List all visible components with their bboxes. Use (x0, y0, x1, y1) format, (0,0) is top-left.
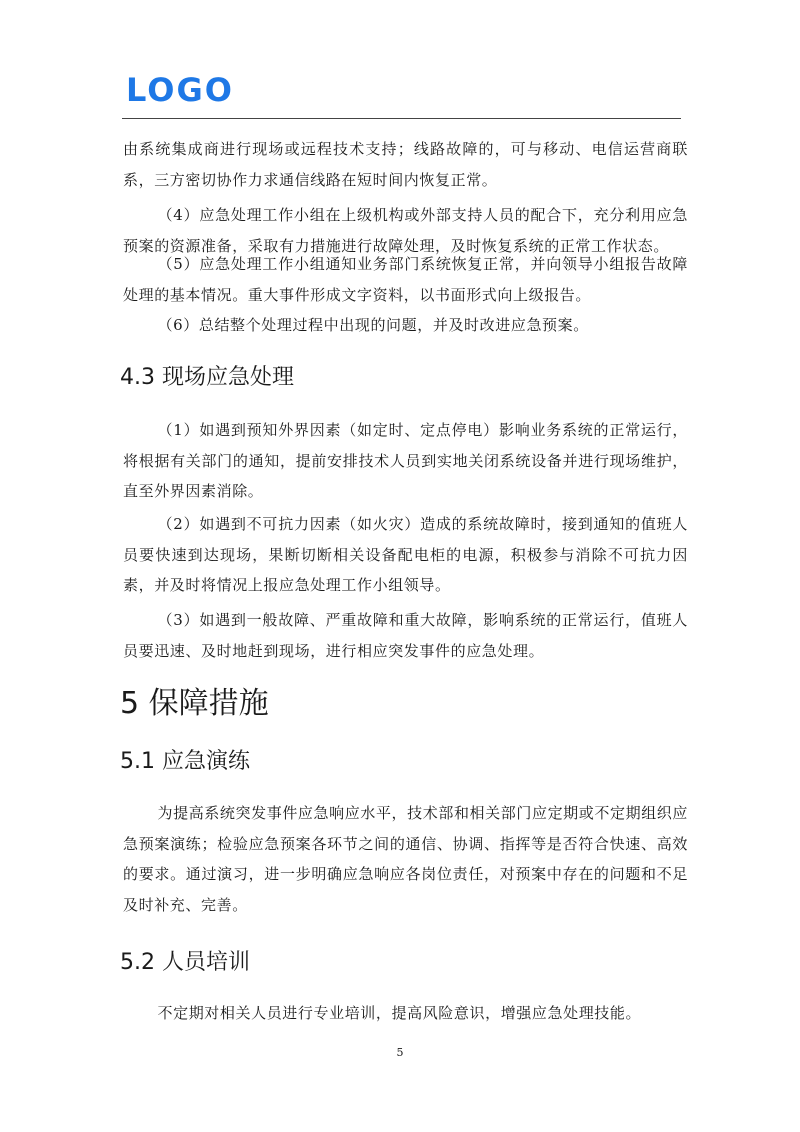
paragraph-drill: 为提高系统突发事件应急响应水平，技术部和相关部门应定期或不定期组织应急预案演练；检验应急预案各环节之间的通信、协调、指挥等是否符合快速、高效的要求。通过演习，进一步明确应急响应各岗位责任，对预案中存在的问题和不足及时补充、完善。 (123, 804, 688, 914)
chapter-heading-5: 5 保障措施 (120, 686, 269, 721)
section-heading-5-1: 5.1 应急演练 (120, 749, 250, 774)
paragraph-step-5: （5）应急处理工作小组通知业务部门系统恢复正常，并向领导小组报告故障处理的基本情况。重大事件形成文字资料，以书面形式向上级报告。 (123, 255, 688, 304)
page-number: 5 (396, 1046, 404, 1059)
paragraph-training: 不定期对相关人员进行专业培训，提高风险意识，增强应急处理技能。 (157, 1004, 642, 1022)
section-heading-4-3: 4.3 现场应急处理 (120, 365, 294, 390)
paragraph-step-4: （4）应急处理工作小组在上级机构或外部支持人员的配合下，充分利用应急预案的资源准备，采取有力措施进行故障处理，及时恢复系统的正常工作状态。 (123, 206, 688, 255)
paragraph-continuation: 由系统集成商进行现场或远程技术支持；线路故障的，可与移动、电信运营商联系，三方密切协作力求通信线路在短时间内恢复正常。 (123, 140, 688, 189)
logo: LOGO (126, 71, 234, 109)
paragraph-step-6: （6）总结整个处理过程中出现的问题，并及时改进应急预案。 (157, 316, 589, 334)
paragraph-onsite-3: （3）如遇到一般故障、严重故障和重大故障，影响系统的正常运行，值班人员要迅速、及时地赶到现场，进行相应突发事件的应急处理。 (123, 611, 688, 660)
header-divider (122, 118, 681, 119)
paragraph-onsite-2: （2）如遇到不可抗力因素（如火灾）造成的系统故障时，接到通知的值班人员要快速到达现场，果断切断相关设备配电柜的电源，积极参与消除不可抗力因素，并及时将情况上报应急处理工作小组领导。 (123, 515, 688, 594)
paragraph-onsite-1: （1）如遇到预知外界因素（如定时、定点停电）影响业务系统的正常运行，将根据有关部门的通知，提前安排技术人员到实地关闭系统设备并进行现场维护，直至外界因素消除。 (123, 421, 688, 500)
section-heading-5-2: 5.2 人员培训 (120, 950, 250, 975)
